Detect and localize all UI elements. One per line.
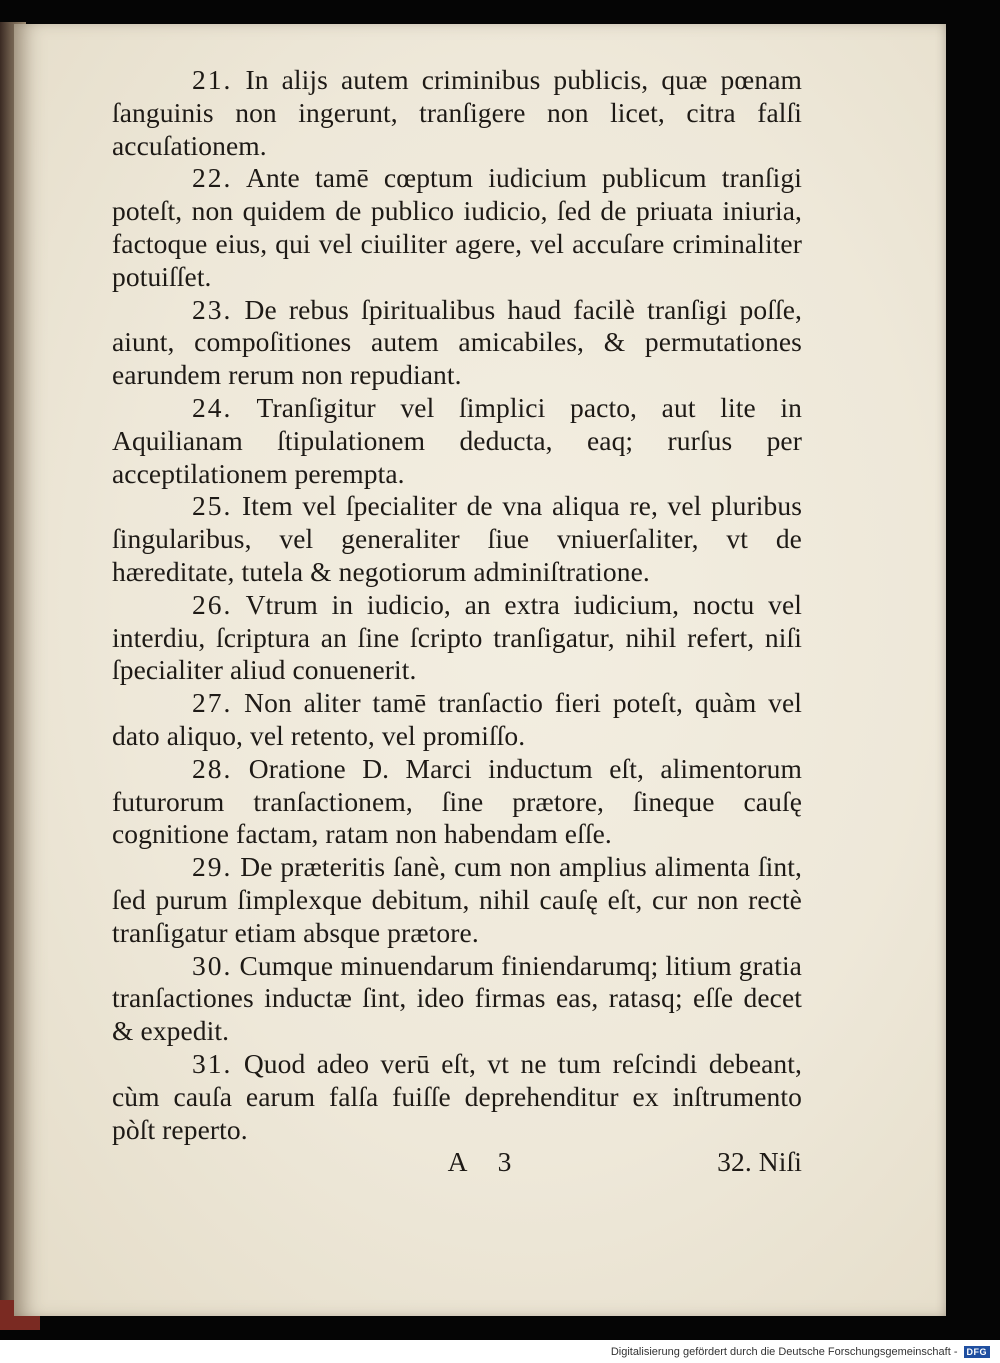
paragraph-text: Cumque minuendarum finiendarumq; litium gratia tranſactiones inductæ ſint, ideo firmas eas, ratasq; eſſe decet & expedit. [112, 949, 802, 1047]
paragraph-31 [112, 1048, 802, 1146]
paragraph-text: Vtrum in iudicio, an extra iudicium, noctu vel interdiu, ſcriptura an ſine ſcripto tranſigatur, nihil refert, niſi ſpecialiter aliud conuenerit. [112, 588, 802, 686]
paragraph-text: Tranſigitur vel ſimplici pacto, aut lite in Aquilianam ſtipulationem deducta, eaq; rurſus per acceptilationem perempta. [112, 391, 802, 489]
paragraph-26 [112, 589, 802, 687]
signature-mark [448, 1146, 542, 1179]
paragraph-number: 21. [192, 64, 233, 95]
dfg-logo: DFG [964, 1346, 991, 1358]
page-text-block [112, 64, 802, 1179]
paragraph-number: 23. [192, 293, 233, 325]
paragraph-25 [112, 490, 802, 588]
paragraph-number: 22. [192, 162, 233, 194]
paragraph-30 [112, 950, 802, 1048]
catchword: 32. Niſi [717, 1146, 802, 1178]
page-footer [112, 1146, 802, 1179]
paragraph-number: 30. [192, 949, 233, 981]
paragraph-number: 28. [192, 752, 233, 784]
paragraph-21 [112, 64, 802, 162]
paragraph-number: 25. [192, 490, 233, 522]
paragraph-number: 29. [192, 851, 233, 883]
paragraph-23 [112, 294, 802, 392]
paragraph-number: 27. [192, 687, 233, 719]
paragraph-text: Non aliter tamē tranſactio fieri poteſt, quàm vel dato aliquo, vel retento, vel promiſſo. [112, 687, 802, 751]
funding-text: Digitalisierung gefördert durch die Deutsche Forschungsgemeinschaft - [610, 1345, 958, 1358]
paragraph-text: Ante tamē cœptum iudicium publicum tranſigi poteſt, non quidem de publico iudicio, ſed de priuata iniuria, factoque eius, qui vel ciuiliter agere, vel accuſare criminaliter potuiſſet. [112, 162, 802, 292]
paragraph-29 [112, 851, 802, 949]
paragraph-text: Quod adeo verū eſt, vt ne tum reſcindi debeant, cùm cauſa earum falſa fuiſſe deprehenditur ex inſtrumento pòſt reperto. [112, 1047, 802, 1145]
paragraph-text: Item vel ſpecialiter de vna aliqua re, vel pluribus ſingularibus, vel generaliter ſiue vniuerſaliter, vt de hæreditate, tutela & negotiorum adminiſtratione. [112, 490, 802, 587]
paragraph-text: De rebus ſpiritualibus haud facilè tranſigi poſſe, aiunt, compoſitiones autem amicabiles, & permutationes earundem rerum non repudiant. [112, 293, 802, 391]
paragraph-number: 26. [192, 588, 233, 620]
paragraph-27 [112, 687, 802, 753]
signature-letter: A [447, 1146, 468, 1178]
paragraph-text: Oratione D. Marci inductum eſt, alimentorum futurorum tranſactionem, ſine prætore, ſineque cauſę cognitione factam, ratam non habendam eſſe. [112, 752, 802, 850]
paragraph-number: 24. [192, 391, 233, 423]
funding-banner [0, 1340, 1000, 1363]
paragraph-24 [112, 392, 802, 490]
paragraph-22 [112, 162, 802, 293]
paragraph-number: 31. [192, 1047, 233, 1079]
scanned-page [14, 24, 946, 1316]
paragraph-text: In alijs autem criminibus publicis, quæ pœnam ſanguinis non ingerunt, tranſigere non licet, citra falſi accuſationem. [112, 64, 802, 161]
paragraph-text: De præteritis ſanè, cum non amplius alimenta ſint, ſed purum ſimplexque debitum, nihil cauſę eſt, cur non rectè tranſigatur etiam absque prætore. [112, 851, 802, 948]
signature-number: 3 [497, 1146, 512, 1178]
paragraph-28 [112, 753, 802, 851]
